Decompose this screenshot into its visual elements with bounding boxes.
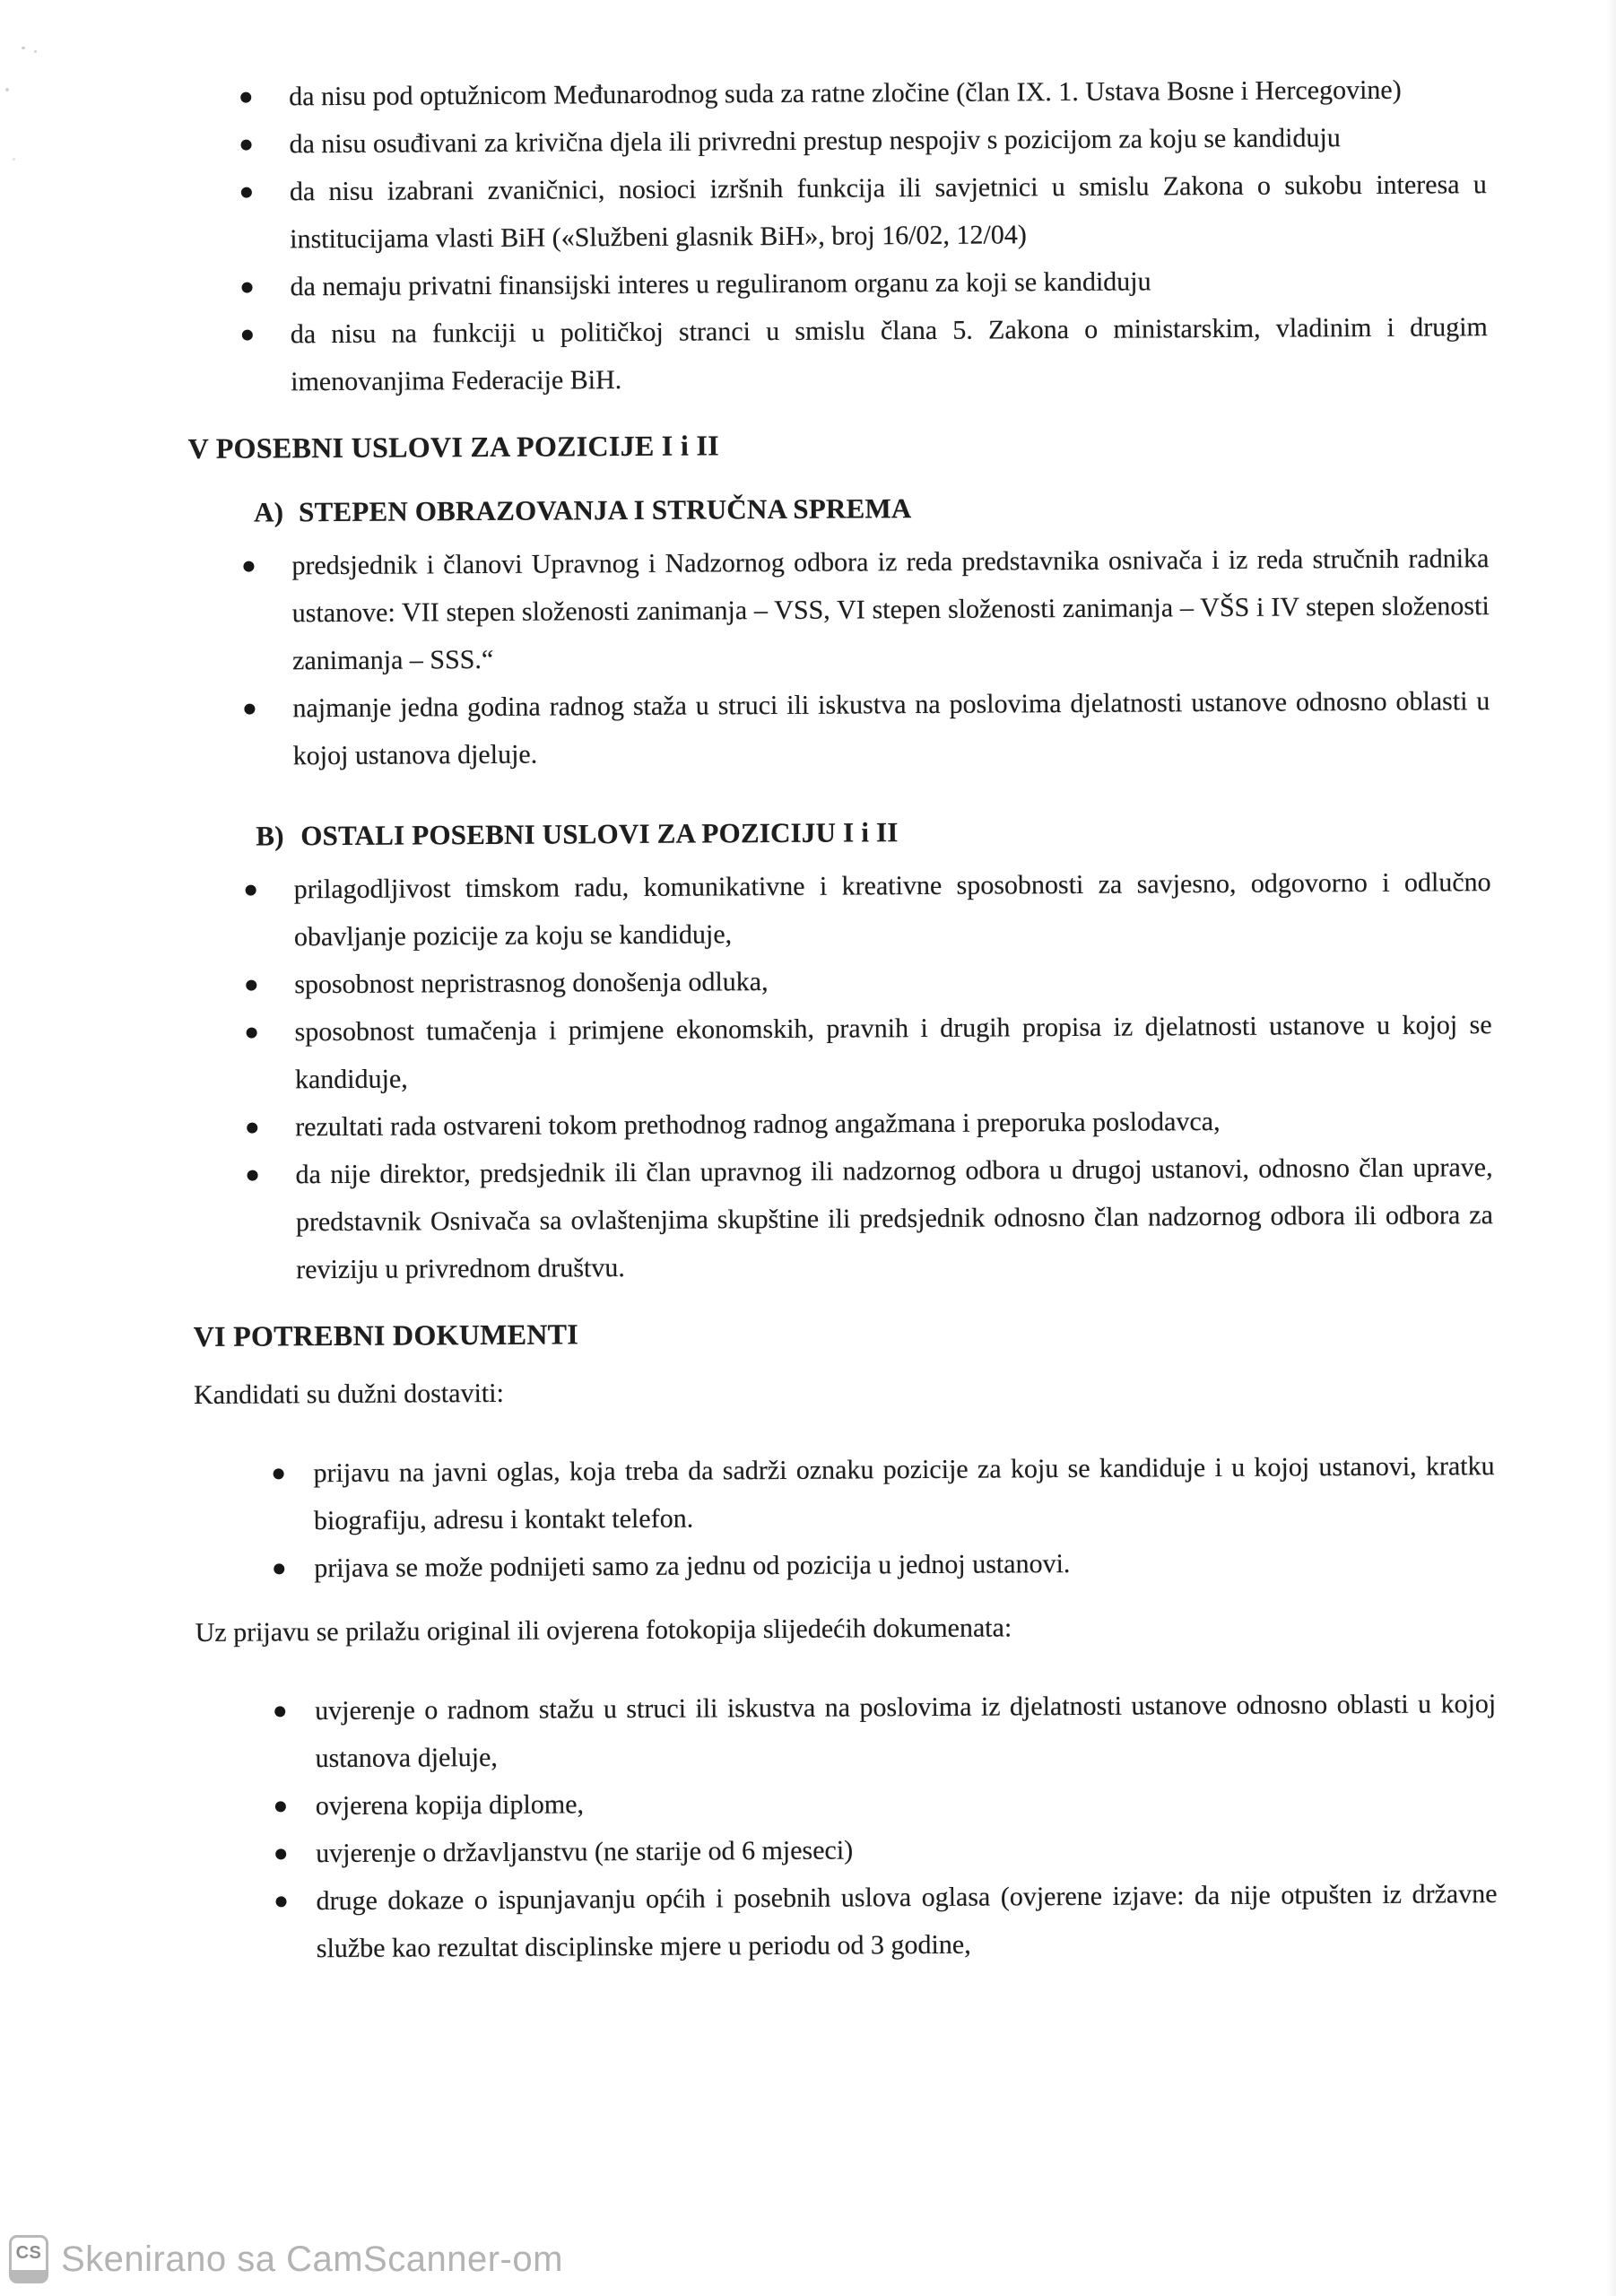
scan-speck (5, 88, 9, 91)
bullet-text: druge dokaze o ispunjavanju općih i posebnih uslova oglasa (ovjerene izjave: da nije otpušten iz državne službe kao rezultat disciplinske mjere u periodu od 3 godine, (316, 1879, 1498, 1964)
bullet-list (190, 858, 1493, 1294)
bullet-marker (246, 885, 256, 896)
bullet-marker (275, 1896, 286, 1907)
bullet-text: prijava se može podnijeti samo za jednu od pozicija u jednoj ustanovi. (314, 1549, 1071, 1584)
bullet-marker (240, 92, 251, 103)
bullet-marker (247, 1028, 257, 1039)
subsection-title: STEPEN OBRAZOVANJA I STRUČNA SPREMA (298, 492, 912, 528)
bullet-marker (275, 1801, 286, 1812)
bullet-item (192, 1096, 1492, 1152)
bullet-marker (241, 140, 252, 151)
scan-speck (22, 47, 25, 49)
bullet-item (196, 1775, 1497, 1831)
bullet-marker (274, 1563, 284, 1574)
scan-speck (13, 158, 15, 161)
bullet-item (195, 1537, 1495, 1593)
bullet-list (194, 1442, 1495, 1593)
camscanner-badge-label: CS (15, 2243, 42, 2263)
bullet-marker (244, 704, 255, 715)
bullet-marker (246, 980, 256, 991)
camscanner-watermark (9, 2235, 563, 2283)
scan-speck (34, 50, 37, 53)
document-content (186, 55, 1498, 1973)
bullet-marker (241, 283, 252, 293)
bullet-item (187, 161, 1488, 264)
bullet-item (186, 65, 1486, 121)
bullet-item (196, 1870, 1498, 1973)
bullet-text: prijavu na javni oglas, koja treba da sadrži oznaku pozicije za koju se kandiduje i u kojoj ustanovi, kratku biografiju, adresu i kontakt telefon. (313, 1451, 1495, 1536)
bullet-marker (274, 1468, 284, 1479)
bullet-marker (242, 330, 253, 341)
bullet-text: ovjerena kopija diplome, (315, 1789, 585, 1822)
bullet-marker (274, 1706, 285, 1717)
bullet-text: sposobnost tumačenja i primjene ekonomskih, pravnih i drugih propisa iz djelatnosti ustanove u kojoj se kandiduje, (294, 1010, 1492, 1095)
bullet-list (186, 65, 1488, 406)
bullet-item (189, 677, 1490, 780)
bullet-item (196, 1822, 1497, 1878)
bullet-text: da nemaju privatni finansijski interes u reguliranom organu za koji se kandiduju (290, 266, 1151, 302)
bullet-list (188, 535, 1490, 780)
camscanner-badge-bar (12, 2270, 46, 2281)
bullet-item (186, 113, 1486, 169)
bullet-marker (247, 1123, 257, 1134)
watermark-text: Skenirano sa CamScanner-om (61, 2239, 563, 2279)
bullet-text: sposobnost nepristrasnog donošenja odluka, (294, 967, 769, 1000)
paragraph: Kandidati su dužni dostaviti: (193, 1378, 504, 1410)
bullet-text: predsjednik i članovi Upravnog i Nadzornog odbora iz reda predstavnika osnivača i iz reda stručnih radnika ustanove: VII stepen složenosti zanimanja – VSS, VI stepen složenosti zanimanja – VŠS i IV stepen složenosti zanimanja – SSS.“ (291, 544, 1490, 676)
bullet-item (190, 858, 1491, 961)
section-heading: VI POTREBNI DOKUMENTI (193, 1318, 579, 1352)
bullet-text: najmanje jedna godina radnog staža u struci ili iskustva na poslovima djelatnosti ustanove odnosno oblasti u kojoj ustanova djeluje. (292, 686, 1490, 771)
bullet-text: da nisu osuđivani za krivična djela ili privredni prestup nespojiv s pozicijom za koju se kandiduju (289, 123, 1341, 160)
bullet-text: da nisu na funkciji u političkoj stranci u smislu člana 5. Zakona o ministarskim, vladinim i drugim imenovanjima Federacije BiH. (290, 312, 1488, 397)
subsection-title: OSTALI POSEBNI USLOVI ZA POZICIJU I i II (300, 816, 899, 852)
bullet-marker (275, 1848, 286, 1859)
paragraph: Uz prijavu se prilažu original ili ovjerena fotokopija slijedećih dokumenata: (195, 1613, 1012, 1648)
bullet-item (191, 953, 1491, 1009)
subsection-heading (190, 810, 1490, 856)
bullet-text: uvjerenje o radnom stažu u struci ili iskustva na poslovima iz djelatnosti ustanove odnosno oblasti u kojoj ustanova djeluje, (315, 1689, 1497, 1774)
bullet-text: da nisu izabrani zvaničnici, nosioci izršnih funkcija ili savjetnici u smislu Zakona o sukobu interesa u institucijama vlasti BiH («Službeni glasnik BiH», broj 16/02, 12/04) (289, 170, 1487, 255)
bullet-text: uvjerenje o državljanstvu (ne starije od 6 mjeseci) (316, 1835, 854, 1869)
bullet-marker (241, 187, 252, 198)
subsection-label: B) (256, 820, 284, 852)
bullet-marker (243, 561, 254, 572)
bullet-item (194, 1442, 1495, 1545)
section-heading: V POSEBNI USLOVI ZA POZICIJE I i II (187, 429, 720, 465)
subsection-label: A) (253, 496, 284, 528)
bullet-text: rezultati rada ostvareni tokom prethodnog radnog angažmana i preporuka poslodavca, (295, 1106, 1221, 1143)
bullet-item (195, 1680, 1497, 1783)
bullet-text: prilagodljivost timskom radu, komunikativne i kreativne sposobnosti za savjesno, odgovorno i odlučno obavljanje pozicije za koju se kandiduje, (293, 867, 1491, 952)
bullet-item (191, 1001, 1492, 1104)
bullet-list (195, 1680, 1498, 1973)
bullet-text: da nisu pod optužnicom Međunarodnog suda za ratne zločine (član IX. 1. Ustava Bosne i Hercegovine) (289, 74, 1402, 112)
bullet-item (187, 256, 1487, 311)
bullet-marker (248, 1170, 258, 1181)
bullet-item (188, 535, 1490, 685)
camscanner-badge-icon (9, 2235, 48, 2283)
bullet-item (192, 1144, 1493, 1294)
subsection-heading (188, 486, 1489, 532)
bullet-text: da nije direktor, predsjednik ili član upravnog ili nadzornog odbora u drugoj ustanovi, odnosno član uprave, predstavnik Osnivača sa ovlaštenjima skupštine ili predsjednik odnosno član nadzornog odbora ili odbora za reviziju u privrednom društvu. (295, 1152, 1493, 1285)
bullet-item (187, 303, 1489, 406)
